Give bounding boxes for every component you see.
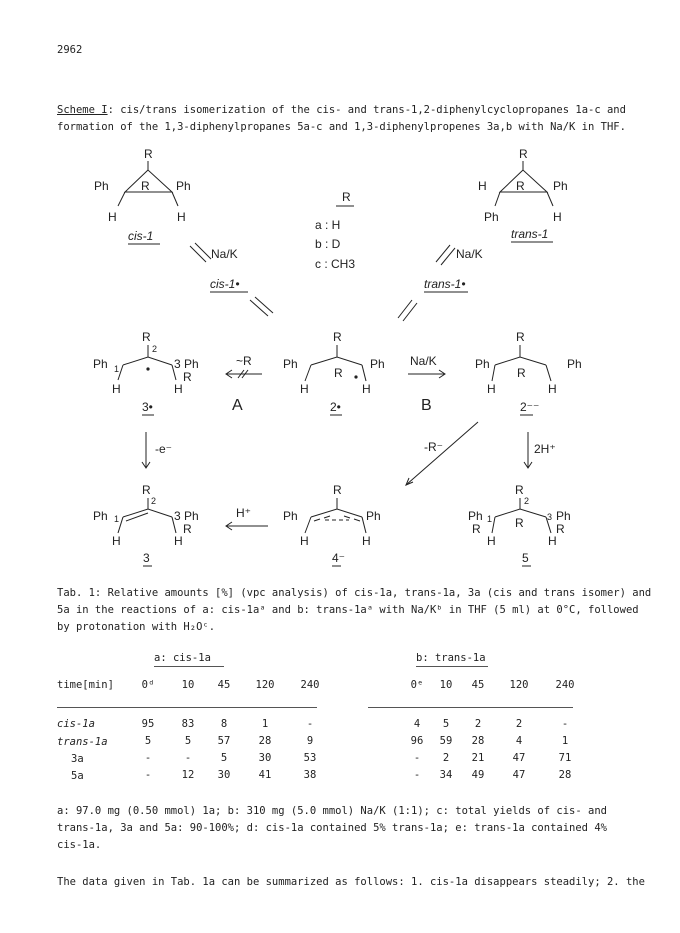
- cell: 28: [558, 768, 572, 781]
- time-a-1: 10: [181, 678, 195, 691]
- svg-text:2: 2: [151, 496, 157, 506]
- compound-2-dianion-structure: [475, 330, 582, 415]
- footnote-line-1: a: 97.0 mg (0.50 mmol) 1a; b: 310 mg (5.0 mmol) Na/K (1:1); c: total yields of cis- and: [57, 805, 607, 817]
- svg-text:R: R: [183, 370, 192, 384]
- page-number: 2962: [57, 44, 83, 56]
- table-caption-line-3: by protonation with H₂Oᶜ.: [57, 621, 216, 633]
- h-plus-arrow: [226, 506, 268, 530]
- cmp2-dianion-label: 2⁻⁻: [520, 400, 540, 414]
- table-rule-a: [57, 707, 317, 708]
- cell: 30: [258, 751, 272, 764]
- svg-text:Ph: Ph: [93, 509, 108, 523]
- reaction-scheme: [0, 140, 680, 580]
- table-rule-b: [368, 707, 573, 708]
- minus-e-arrow: [142, 432, 172, 468]
- cell: 47: [512, 768, 526, 781]
- svg-text:H: H: [548, 382, 557, 396]
- h-plus-label: H⁺: [236, 506, 251, 520]
- table-times-a: [126, 676, 332, 693]
- svg-text:R: R: [142, 330, 151, 344]
- svg-text:Ph: Ph: [94, 179, 109, 193]
- cell: 5: [144, 734, 152, 747]
- cell: 4: [515, 734, 523, 747]
- nak-label-cis: Na/K: [211, 247, 238, 261]
- compound-5-structure: [468, 483, 571, 566]
- svg-text:R: R: [334, 366, 343, 380]
- table-caption-line-1: Tab. 1: Relative amounts [%] (vpc analysis) of cis-1a, trans-1a, 3a (cis and trans isomer) and: [57, 587, 652, 599]
- table-group-b-header: b: trans-1a: [416, 652, 486, 664]
- cell: -: [413, 768, 421, 781]
- svg-text:3: 3: [174, 357, 181, 371]
- nak-label-b: Na/K: [410, 354, 437, 368]
- time-b-4: 240: [555, 678, 575, 691]
- compound-3-structure: [93, 483, 199, 566]
- equilibrium-arrow-cis: [190, 243, 273, 316]
- svg-text:H: H: [487, 382, 496, 396]
- svg-text:Ph: Ph: [567, 357, 582, 371]
- cmp5-label: 5: [522, 551, 529, 565]
- cmp3-radical-label: 3•: [142, 400, 153, 414]
- svg-text:Ph: Ph: [184, 357, 199, 371]
- minus-e-label: -e⁻: [155, 442, 173, 456]
- r-legend-item-b: b : D: [315, 237, 341, 251]
- scheme-caption-line-1: [57, 104, 626, 116]
- time-a-4: 240: [300, 678, 320, 691]
- svg-text:R: R: [333, 330, 342, 344]
- svg-text:R: R: [515, 483, 524, 497]
- svg-text:H: H: [548, 534, 557, 548]
- svg-text:R: R: [517, 366, 526, 380]
- cell: 12: [181, 768, 195, 781]
- cell: 5: [184, 734, 192, 747]
- cell: 28: [258, 734, 272, 747]
- table-row: [126, 732, 332, 749]
- tilde-r-label: ~R: [236, 354, 252, 368]
- footnote-line-3: cis-1a.: [57, 839, 102, 851]
- svg-text:H: H: [300, 534, 309, 548]
- table-body-b: [402, 715, 588, 783]
- cell: 2: [515, 717, 523, 730]
- cell: 2: [442, 751, 450, 764]
- cell: 41: [258, 768, 272, 781]
- minus-r-label: -R⁻: [424, 440, 443, 454]
- table-row: [402, 715, 588, 732]
- table-row: [126, 766, 332, 783]
- table-row: [402, 749, 588, 766]
- row-label-cis-1a: cis-1a: [57, 718, 95, 730]
- nak-label-trans: Na/K: [456, 247, 483, 261]
- time-a-0: 0ᵈ: [141, 678, 155, 691]
- table-group-a-header: a: cis-1a: [154, 652, 211, 664]
- svg-text:Ph: Ph: [556, 509, 571, 523]
- time-b-0: 0ᵉ: [410, 678, 424, 691]
- cell: 9: [306, 734, 314, 747]
- cmp3-label: 3: [143, 551, 150, 565]
- scheme-label: Scheme I: [57, 104, 108, 116]
- cell: 5: [442, 717, 450, 730]
- svg-text:Ph: Ph: [283, 509, 298, 523]
- svg-text:H: H: [362, 382, 371, 396]
- cell: 2: [474, 717, 482, 730]
- cis-1-radical-label: cis-1•: [210, 277, 240, 291]
- svg-text:R: R: [516, 330, 525, 344]
- cell: -: [413, 751, 421, 764]
- svg-text:Ph: Ph: [93, 357, 108, 371]
- svg-text:3: 3: [174, 509, 181, 523]
- scheme-caption-text: : cis/trans isomerization of the cis- and trans-1,2-diphenylcyclopropanes 1a-c and: [107, 104, 626, 116]
- cell: 59: [439, 734, 453, 747]
- svg-text:Ph: Ph: [475, 357, 490, 371]
- row-label-trans-1a: trans-1a: [57, 736, 108, 748]
- cell: 96: [410, 734, 424, 747]
- time-a-3: 120: [255, 678, 275, 691]
- path-a-label: A: [232, 397, 243, 414]
- cell: 95: [141, 717, 155, 730]
- svg-text:R: R: [144, 147, 153, 161]
- table-row: [126, 749, 332, 766]
- row-label-3a: 3a: [71, 753, 84, 765]
- table-row: [126, 715, 332, 732]
- cell: -: [144, 768, 152, 781]
- svg-text:R: R: [333, 483, 342, 497]
- scheme-caption-line-2: formation of the 1,3-diphenylpropanes 5a-c and 1,3-diphenylpropenes 3a,b with Na/K in THF.: [57, 121, 626, 133]
- svg-text:R: R: [516, 179, 525, 193]
- cell: 49: [471, 768, 485, 781]
- svg-text:Ph: Ph: [366, 509, 381, 523]
- table-row: [402, 732, 588, 749]
- r-legend-header: R: [342, 190, 351, 204]
- time-b-2: 45: [471, 678, 485, 691]
- cell: 38: [303, 768, 317, 781]
- footnote-line-2: trans-1a, 3a and 5a: 90-100%; d: cis-1a contained 5% trans-1a; e: trans-1a contained 4%: [57, 822, 607, 834]
- two-h-label: 2H⁺: [534, 442, 556, 456]
- cis-1-label: cis-1: [128, 229, 154, 243]
- svg-text:1: 1: [114, 364, 120, 374]
- svg-text:R: R: [472, 522, 481, 536]
- svg-text:H: H: [300, 382, 309, 396]
- body-text: The data given in Tab. 1a can be summarized as follows: 1. cis-1a disappears steadily; 2. the: [57, 876, 645, 888]
- svg-text:R: R: [515, 516, 524, 530]
- svg-text:Ph: Ph: [468, 509, 483, 523]
- cell: 53: [303, 751, 317, 764]
- table-times-b: [402, 676, 588, 693]
- svg-text:2: 2: [524, 496, 530, 506]
- trans-1-structure: [478, 147, 568, 242]
- cell: -: [144, 751, 152, 764]
- cell: -: [184, 751, 192, 764]
- r-legend-item-a: a : H: [315, 218, 341, 232]
- trans-1-label: trans-1: [511, 227, 549, 241]
- svg-text:1: 1: [487, 514, 493, 524]
- table-caption-line-2: 5a in the reactions of a: cis-1aᵃ and b: trans-1aᵃ with Na/Kᵇ in THF (5 ml) at 0°C, followed: [57, 604, 639, 616]
- cell: 28: [471, 734, 485, 747]
- cell: 71: [558, 751, 572, 764]
- time-header: time[min]: [57, 679, 114, 691]
- table-row: [402, 766, 588, 783]
- svg-text:Ph: Ph: [176, 179, 191, 193]
- svg-text:3: 3: [547, 512, 553, 522]
- equilibrium-arrow-trans: [398, 245, 483, 321]
- cell: 8: [220, 717, 228, 730]
- compound-4-structure: [283, 483, 381, 566]
- svg-text:H: H: [362, 534, 371, 548]
- cell: 1: [261, 717, 269, 730]
- svg-text:H: H: [108, 210, 117, 224]
- svg-text:Ph: Ph: [184, 509, 199, 523]
- svg-text:2: 2: [152, 344, 158, 354]
- table-body-a: [126, 715, 332, 783]
- svg-text:R: R: [519, 147, 528, 161]
- minus-r-arrow: [406, 422, 478, 485]
- group-b-rule: [416, 666, 488, 667]
- time-b-3: 120: [509, 678, 529, 691]
- svg-text:H: H: [174, 382, 183, 396]
- group-a-rule: [154, 666, 224, 667]
- svg-text:H: H: [112, 382, 121, 396]
- cell: 34: [439, 768, 453, 781]
- cell: 4: [413, 717, 421, 730]
- svg-text:Ph: Ph: [370, 357, 385, 371]
- cell: 5: [220, 751, 228, 764]
- svg-text:R: R: [183, 522, 192, 536]
- path-b-arrow: [408, 354, 445, 414]
- time-b-1: 10: [439, 678, 453, 691]
- cell: 30: [217, 768, 231, 781]
- svg-text:H: H: [112, 534, 121, 548]
- r-legend-item-c: c : CH3: [315, 257, 356, 271]
- cell: 21: [471, 751, 485, 764]
- svg-text:H: H: [487, 534, 496, 548]
- svg-text:1: 1: [114, 514, 120, 524]
- svg-text:Ph: Ph: [553, 179, 568, 193]
- svg-text:Ph: Ph: [484, 210, 499, 224]
- cis-1-structure: [94, 147, 191, 244]
- trans-1-radical-label: trans-1•: [424, 277, 466, 291]
- cmp2-radical-label: 2•: [330, 400, 341, 414]
- svg-text:H: H: [174, 534, 183, 548]
- path-a-arrow: [226, 354, 262, 414]
- svg-text:R: R: [142, 483, 151, 497]
- cell: 1: [561, 734, 569, 747]
- cell: 83: [181, 717, 195, 730]
- svg-text:R: R: [556, 522, 565, 536]
- svg-text:H: H: [177, 210, 186, 224]
- row-label-5a: 5a: [71, 770, 84, 782]
- r-legend: [315, 190, 355, 271]
- svg-text:R: R: [141, 179, 150, 193]
- svg-text:H: H: [553, 210, 562, 224]
- cell: -: [561, 717, 569, 730]
- svg-text:H: H: [478, 179, 487, 193]
- path-b-label: B: [421, 397, 432, 414]
- cell: 47: [512, 751, 526, 764]
- compound-3-radical-structure: [93, 330, 199, 415]
- cmp4-label: 4⁻: [332, 551, 346, 565]
- cell: -: [306, 717, 314, 730]
- svg-text:Ph: Ph: [283, 357, 298, 371]
- time-a-2: 45: [217, 678, 231, 691]
- two-h-arrow: [524, 432, 556, 468]
- compound-2-radical-structure: [283, 330, 385, 415]
- cell: 57: [217, 734, 231, 747]
